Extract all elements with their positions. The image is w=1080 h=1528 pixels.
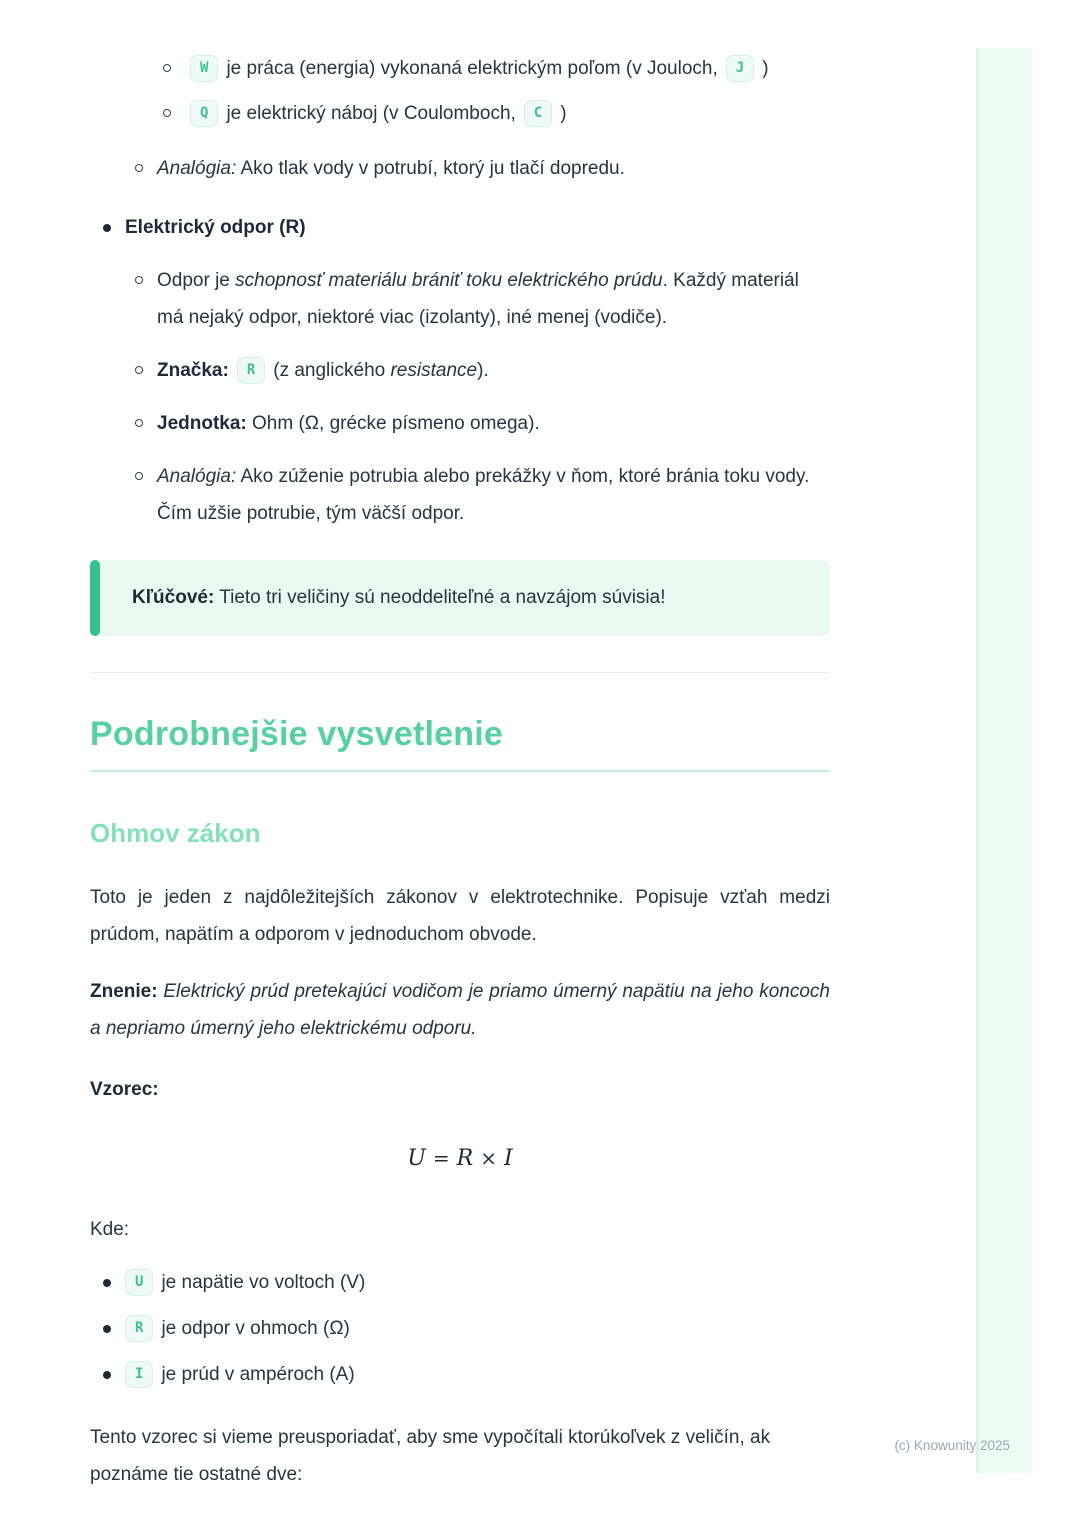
formula-var-r: R [456, 1146, 474, 1171]
list-item [90, 95, 830, 132]
list-item-analogy [90, 458, 830, 532]
resistance-title: Elektrický odpor (R) [125, 217, 306, 238]
key-callout [90, 560, 830, 636]
formula-var-i: I [503, 1146, 513, 1171]
code-badge: J [726, 55, 754, 82]
list-item-text: ) [762, 58, 769, 79]
side-rail-highlight [976, 48, 1032, 1473]
multiply-sign: × [480, 1146, 497, 1170]
variable-list [90, 1264, 830, 1393]
equals-sign: = [432, 1146, 450, 1170]
formula-var-u: U [407, 1146, 426, 1171]
code-badge: C [524, 100, 552, 127]
list-item [90, 1356, 830, 1393]
code-badge: I [125, 1361, 153, 1388]
code-badge: Q [190, 100, 218, 127]
circle-bullet-icon [135, 164, 143, 172]
list-item-text: je odpor v ohmoch (Ω) [161, 1318, 350, 1339]
list-item [90, 1310, 830, 1347]
where-label: Kde: [90, 1219, 130, 1240]
code-badge: R [237, 357, 265, 384]
callout-label: Kľúčové: [132, 587, 215, 608]
list-item-text: ). [477, 360, 489, 381]
code-badge: R [125, 1315, 153, 1342]
list-item-text: je prúd v ampéroch (A) [161, 1364, 355, 1385]
resistance-list [90, 209, 830, 532]
code-badge: W [190, 55, 218, 82]
list-item [90, 405, 830, 442]
circle-bullet-icon [135, 472, 143, 480]
list-item-title [90, 209, 830, 246]
bullet-icon [103, 1325, 111, 1333]
formula-label [90, 1071, 830, 1108]
unit-label: Jednotka: [157, 413, 247, 434]
section-title: Podrobnejšie vysvetlenie [90, 715, 830, 772]
list-item-text: Ako zúženie potrubia alebo prekážky v ňom, ktoré bránia toku vody. Čím užšie potrubie, tým väčší odpor. [157, 466, 810, 524]
list-item [90, 352, 830, 389]
code-badge: U [125, 1269, 153, 1296]
circle-bullet-icon [163, 109, 171, 117]
list-item-text-italic: schopnosť materiálu brániť toku elektrického prúdu [235, 270, 663, 291]
analogy-label: Analógia: [157, 466, 237, 487]
bullet-icon [103, 224, 111, 232]
section-divider [90, 672, 830, 673]
circle-bullet-icon [135, 366, 143, 374]
list-item-text: je elektrický náboj (v Coulomboch, [226, 103, 516, 124]
statement-paragraph [90, 973, 830, 1047]
list-item-analogy [90, 150, 830, 187]
circle-bullet-icon [135, 419, 143, 427]
subsection-title: Ohmov zákon [90, 818, 261, 848]
closing-paragraph: Tento vzorec si vieme preusporiadať, aby sme vypočítali ktorúkoľvek z veličín, ak poznáme tie ostatné dve: [90, 1427, 771, 1485]
list-item-text: Odpor je [157, 270, 236, 291]
circle-bullet-icon [135, 276, 143, 284]
bullet-icon [103, 1279, 111, 1287]
list-item-text-italic: resistance [390, 360, 478, 381]
formula-label-text: Vzorec: [90, 1079, 159, 1100]
bullet-icon [103, 1371, 111, 1379]
voltage-subitem-list [90, 0, 830, 187]
copyright-watermark: (c) Knowunity 2025 [894, 1438, 1010, 1453]
list-item-text: . Každý materiál má nejaký odpor, niektoré viac (izolanty), iné menej (vodiče). [157, 270, 799, 328]
callout-text: Tieto tri veličiny sú neoddeliteľné a navzájom súvisia! [214, 587, 666, 608]
list-item-text: je práca (energia) vykonaná elektrickým poľom (v Jouloch, [226, 58, 718, 79]
list-item-text: Ohm (Ω, grécke písmeno omega). [246, 413, 540, 434]
ohms-law-formula [90, 1146, 830, 1171]
statement-text: Elektrický prúd pretekajúci vodičom je priamo úmerný napätiu na jeho koncoch a nepriamo úmerný jeho elektrickému odporu. [90, 981, 830, 1039]
callout-accent-bar [90, 560, 100, 636]
statement-label: Znenie: [90, 981, 158, 1002]
circle-bullet-icon [163, 64, 171, 72]
list-item [90, 50, 830, 87]
list-item-text: Ako tlak vody v potrubí, ktorý ju tlačí dopredu. [236, 158, 625, 179]
list-item-text: ) [560, 103, 567, 124]
symbol-label: Značka: [157, 360, 229, 381]
intro-paragraph: Toto je jeden z najdôležitejších zákonov v elektrotechnike. Popisuje vzťah medzi prúdom, napätím a odporom v jednoduchom obvode. [90, 887, 830, 945]
document-page [90, 0, 830, 1493]
list-item-text: (z anglického [273, 360, 391, 381]
list-item [90, 262, 830, 336]
list-item-text: je napätie vo voltoch (V) [161, 1272, 366, 1293]
analogy-label: Analógia: [157, 158, 237, 179]
list-item [90, 1264, 830, 1301]
